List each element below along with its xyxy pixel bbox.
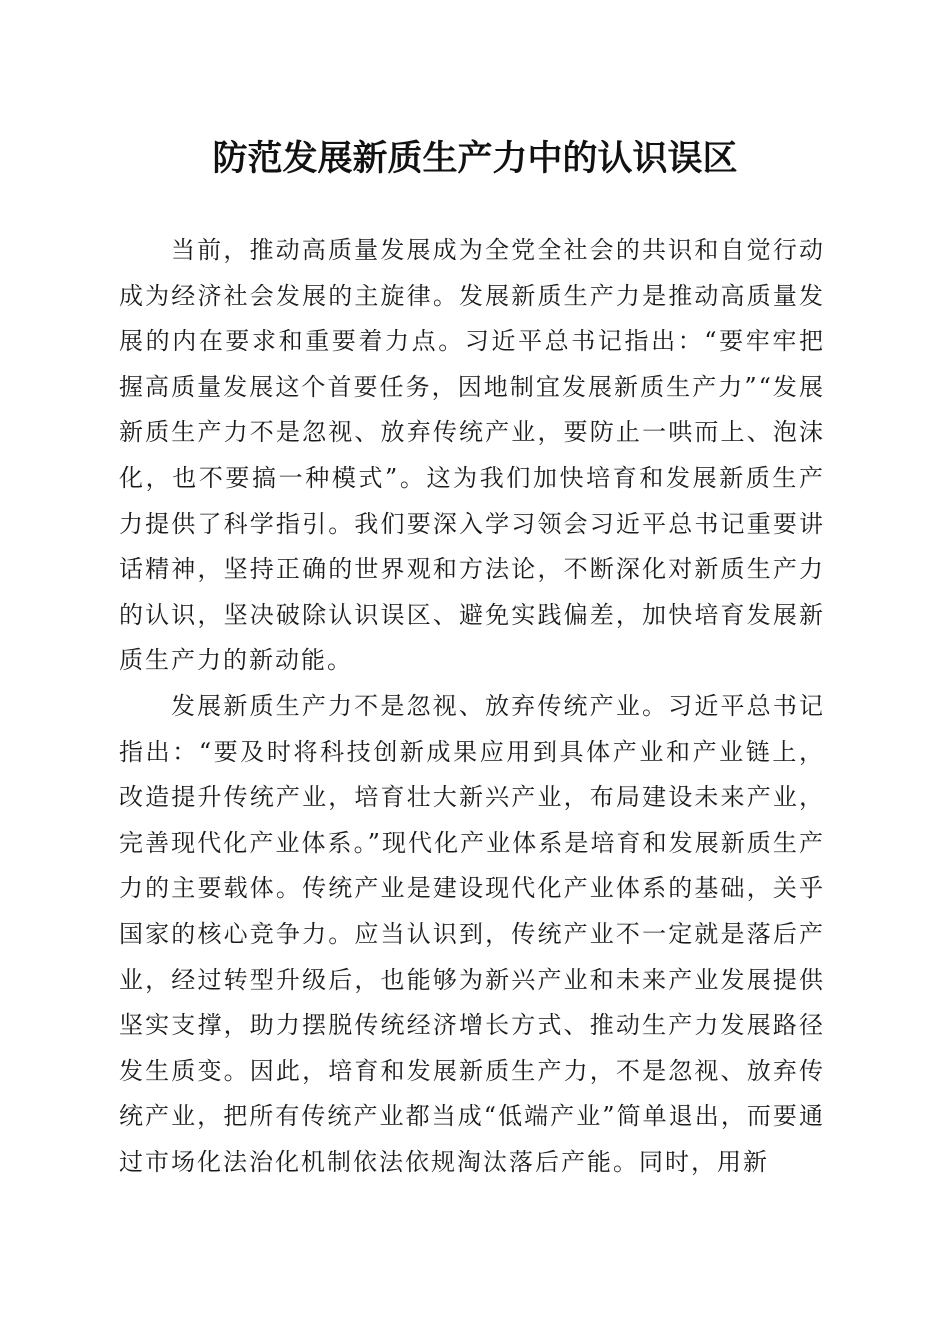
document-title: 防范发展新质生产力中的认识误区 — [212, 138, 738, 179]
paragraph-intro: 当前，推动高质量发展成为全党全社会的共识和自觉行动成为经济社会发展的主旋律。发展新质生产力是推动高质量发展的内在要求和重要着力点。习近平总书记指出：“要牢牢把握高质量发展这个首要任务，因地制宜发展新质生产力”“发展新质生产力不是忽视、放弃传统产业，要防止一哄而上、泡沫化，也不要搞一种模式”。这为我们加快培育和发展新质生产力提供了科学指引。我们要深入学习领会习近平总书记重要讲话精神，坚持正确的世界观和方法论，不断深化对新质生产力的认识，坚决破除认识误区、避免实践偏差，加快培育发展新质生产力的新动能。 — [119, 236, 825, 675]
document-body — [119, 228, 825, 1185]
paragraph-traditional-industry: 发展新质生产力不是忽视、放弃传统产业。习近平总书记指出：“要及时将科技创新成果应用到具体产业和产业链上，改造提升传统产业，培育壮大新兴产业，布局建设未来产业，完善现代化产业体系。”现代化产业体系是培育和发展新质生产力的主要载体。传统产业是建设现代化产业体系的基础，关乎国家的核心竞争力。应当认识到，传统产业不一定就是落后产业，经过转型升级后，也能够为新兴产业和未来产业发展提供坚实支撑，助力摆脱传统经济增长方式、推动生产力发展路径发生质变。因此，培育和发展新质生产力，不是忽视、放弃传统产业，把所有传统产业都当成“低端产业”简单退出，而要通过市场化法治化机制依法依规淘汰落后产能。同时，用新 — [119, 691, 825, 1176]
